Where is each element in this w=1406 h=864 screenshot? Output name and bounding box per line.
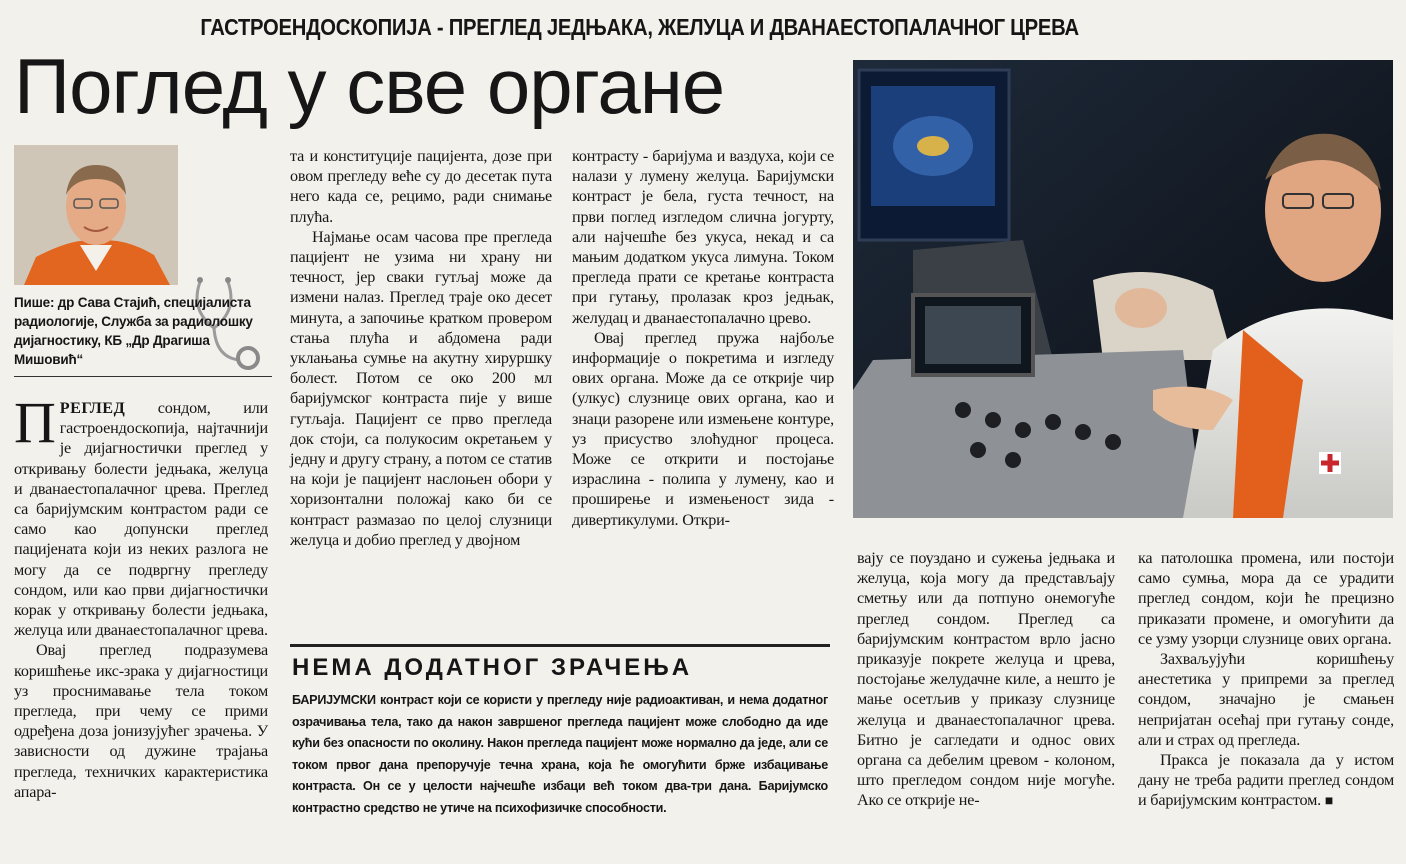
article-column-1	[14, 390, 268, 802]
article-column-3	[572, 146, 834, 530]
column-1-paragraph-2: Овај преглед подразумева коришћење икс-зрака у дијагностици уз проснимавање тела током прегледа, при чему се прими одређена доза јонизујућег зрачења. У зависности од дужине трајања прегледа, техничких карактеристика апара-	[14, 641, 268, 801]
article-kicker: ГАСТРОЕНДОСКОПИЈА - ПРЕГЛЕД ЈЕДЊАКА, ЖЕЛУЦА И ДВАНАЕСТОПАЛАЧНОГ ЦРЕВА	[200, 14, 1079, 40]
column-2-paragraph-2: Најмање осам часова пре прегледа пацијент не узима ни храну ни течност, јер сваки гутљај може да измени налаз. Преглед траје око десет минута, а започиње кратком провером стања плућа и абдомена ради уклањања сумње на акутну хируршку болест. Потом се око 200 мл баријумског контраста пије у више гутљаја. Пацијент се прво прегледа док стоји, са полукосим окретањем у једну и другу страну, а потом се статив на који је пацијент наслоњен обори у хоризонтални положај како би се контраст размазао по целој слузници желуца и добио преглед у двојном	[290, 227, 552, 549]
column-5-paragraph-1: ка патолошка промена, или постоји само сумња, мора да се урадити преглед сондом, који ће прецизно приказати промене, и омогућити да се узму узорци слузнице ових органа.	[1138, 549, 1394, 648]
article-column-4	[857, 548, 1115, 811]
column-1-paragraph-1-text: сондом, или гастроендоскопија, најтачнији је дијагностички преглед у откривању болести једњака, желуца и дванаестопалачног црева. Преглед са баријумским контрастом ради се само као допунски преглед пацијената који из неких разлога не могу да се подвргну прегледу сондом, или као први дијагностички корак у откривању болести једњака, желуца или дванаестопалачног црева.	[14, 399, 268, 640]
end-mark: ■	[1324, 794, 1334, 810]
column-3-paragraph-1: контрасту - баријума и ваздуха, који се налази у лумену желуца. Баријумски контраст је бела, густа течност, на први поглед изгледом слична јогурту, али најчешће без укуса, некад и са мањим додатком укуса лимуна. Током прегледа прати се кретање контраста при гутању, пролазак кроз једњак, желудац и дванаестопалачно црево.	[572, 147, 834, 327]
article-column-2	[290, 146, 552, 550]
author-byline: Пише: др Сава Стајић, специјалиста радиологије, Служба за радиолошку дијагностику, КБ „Др Драгиша Мишовић“	[14, 295, 253, 367]
sidebox-text: БАРИЈУМСКИ контраст који се користи у прегледу није радиоактиван, и нема додатног озрачивања тела, тако да након завршеног прегледа пацијент може слободно да иде кући без опасности по околину. Након прегледа пацијент може нормално да једе, али се током првог дана препоручује течна храна, која ће омогућити брже избацивање контраста. Он се у целости најчешће избаци већ током два-три дана. Баријумско контрастно средство не утиче на психофизичке способности.	[292, 693, 828, 815]
article-photo	[853, 60, 1393, 518]
lead-word: РЕГЛЕД	[59, 399, 126, 417]
sidebox-divider	[290, 644, 830, 647]
column-1-paragraph-1	[14, 390, 268, 640]
column-5-paragraph-3	[1138, 750, 1394, 813]
column-2-paragraph-1: та и конституције пацијента, дозе при овом прегледу веће су до десетак пута него када се, рецимо, ради снимање плућа.	[290, 147, 552, 226]
author-portrait	[14, 145, 178, 285]
column-5-paragraph-3-text: Пракса је показала да у истом дану не треба радити преглед сондом и баријумским контрастом.	[1138, 751, 1394, 810]
column-5-paragraph-2: Захваљујући коришћењу анестетика у припреми за преглед сондом, значајно је смањен непријатан осећај при гутању сонде, али и страх од прегледа.	[1138, 650, 1394, 749]
article-headline: Поглед у све органе	[14, 42, 725, 130]
drop-cap: П	[14, 390, 56, 455]
column-4-paragraph-1: вају се поуздано и сужења једњака и желуца, која могу да представљају сметњу или да потпуно онемогуће преглед сондом. Преглед са баријумским контрастом врло јасно приказује покрете желуца и црева, постојање желудачне киле, а нешто је мање осетљив у приказу слузнице желуца и дванаестопалачног црева. Битно је сагледати и однос ових органа са дебелим цревом - колоном, што прегледом сондом није могуће. Ако се открије не-	[857, 549, 1115, 810]
byline-divider	[14, 376, 272, 377]
column-3-paragraph-2: Овај преглед пружа најбоље информације о покретима и изгледу ових органа. Може да се открије чир (улкус) слузнице ових органа, као и знаци разорене или измењене контуре, уз присуство злоћудног процеса. Може се открити и постојање израслина - полипа у лумену, као и проширење и измењеност зида - дивертикулуми. Откри-	[572, 328, 834, 529]
article-column-5	[1138, 548, 1394, 813]
sidebox-title: НЕМА ДОДАТНОГ ЗРАЧЕЊА	[292, 654, 693, 681]
